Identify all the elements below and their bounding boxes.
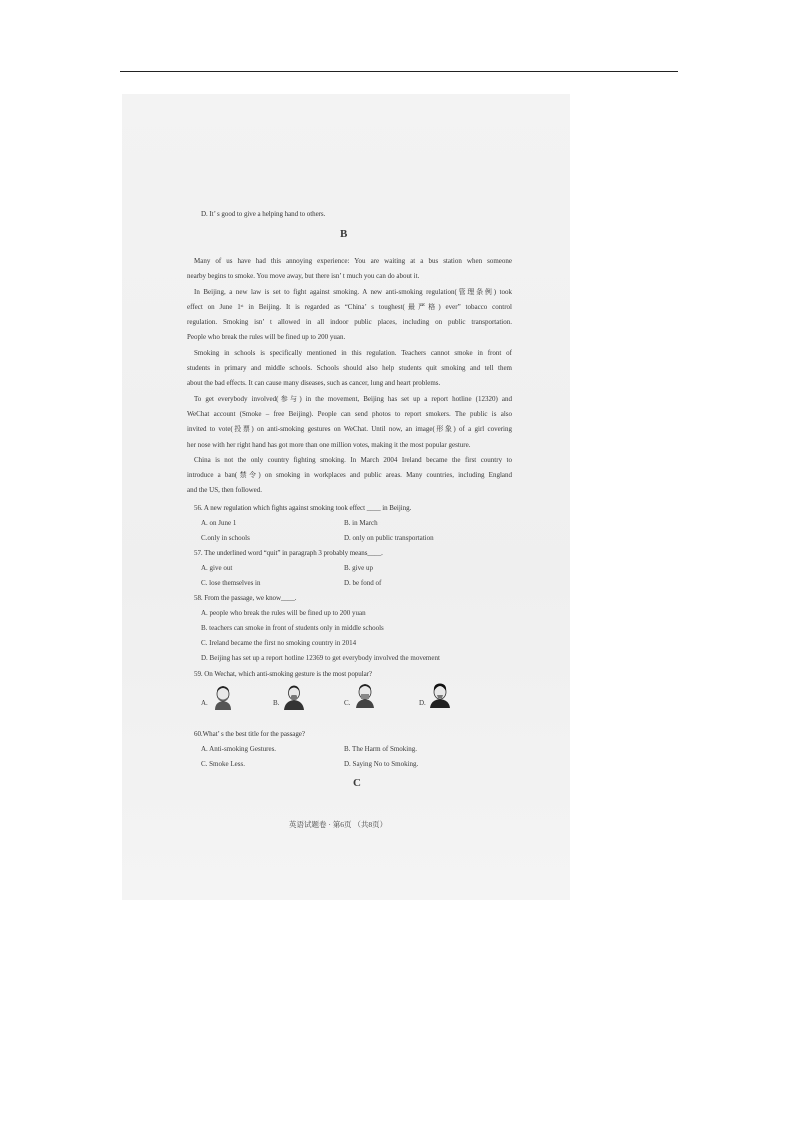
- q57-option-a: A. give out: [201, 564, 233, 572]
- q58-option-d: D. Beijing has set up a report hotline 12369 to get everybody involved the movement: [201, 654, 440, 662]
- passage-line: about the bad effects. It can cause many diseases, such as cancer, lung and heart problems.: [187, 379, 441, 388]
- gesture-image-b: [282, 684, 306, 710]
- passage-line: introduce a ban(禁令) on smoking in workplaces and public areas. Many countries, including England: [187, 471, 512, 480]
- q60-option-c: C. Smoke Less.: [201, 760, 245, 768]
- passage-line: In Beijing, a new law is set to fight against smoking. A new anti-smoking regulation(管理条例) took: [194, 287, 512, 296]
- q59-stem: 59. On Wechat, which anti-smoking gesture is the most popular?: [194, 670, 372, 678]
- passage-line: her nose with her right hand has got more than one million votes, making it the most popular gesture.: [187, 440, 471, 449]
- q58-option-a: A. people who break the rules will be fined up to 200 yuan: [201, 609, 366, 617]
- q56-option-c: C.only in schools: [201, 534, 250, 542]
- q59-option-b: B.: [273, 699, 280, 707]
- q57-option-b: B. give up: [344, 564, 373, 572]
- q56-option-a: A. on June 1: [201, 519, 237, 527]
- passage-line: WeChat account (Smoke – free Beijing). People can send photos to report smokers. The public is also: [187, 409, 512, 418]
- passage-line: invited to vote(投票) on anti-smoking gestures on WeChat. Until now, an image(形象) of a girl covering: [187, 425, 512, 434]
- gesture-image-c: [353, 682, 377, 708]
- q58-stem: 58. From the passage, we know____.: [194, 594, 297, 602]
- scanned-page: [122, 94, 570, 900]
- passage-line: effect on June 1ˢᵗ in Beijing. It is regarded as “China’ s toughest(最严格) ever” tobacco control: [187, 302, 512, 311]
- previous-question-option-d: D. It’ s good to give a helping hand to others.: [201, 210, 326, 218]
- q57-option-c: C. lose themselves in: [201, 579, 261, 587]
- gesture-image-a: [211, 684, 235, 710]
- passage-line: nearby begins to smoke. You move away, but there isn’ t much you can do about it.: [187, 272, 420, 281]
- gesture-image-d: [428, 682, 452, 708]
- q56-option-b: B. in March: [344, 519, 378, 527]
- passage-line: To get everybody involved(参与) in the movement, Beijing has set up a report hotline (12320) and: [194, 394, 512, 403]
- q58-option-c: C. Ireland became the first no smoking country in 2014: [201, 639, 357, 647]
- q56-stem: 56. A new regulation which fights against smoking took effect ____ in Beijing.: [194, 504, 412, 512]
- page-footer: 英语试题卷 · 第6页 （共8页）: [289, 820, 388, 829]
- passage-line: and the US, then followed.: [187, 486, 263, 495]
- q60-option-b: B. The Harm of Smoking.: [344, 745, 417, 753]
- passage-line: Smoking in schools is specifically mentioned in this regulation. Teachers cannot smoke in front of: [194, 348, 512, 357]
- passage-line: Many of us have had this annoying experience: You are waiting at a bus station when someone: [194, 257, 512, 265]
- passage-line: China is not the only country fighting smoking. In March 2004 Ireland became the first country to: [194, 455, 512, 464]
- q59-option-d: D.: [419, 699, 426, 707]
- passage-line: regulation. Smoking isn’ t allowed in all indoor public places, including on public transportation.: [187, 318, 512, 327]
- q59-option-c: C.: [344, 699, 351, 707]
- section-heading-b: B: [340, 228, 348, 240]
- q60-stem: 60.What’ s the best title for the passage?: [194, 730, 305, 738]
- section-heading-c: C: [353, 777, 361, 789]
- q56-option-d: D. only on public transportation: [344, 534, 434, 542]
- q60-option-d: D. Saying No to Smoking.: [344, 760, 419, 768]
- q59-option-a: A.: [201, 699, 208, 707]
- q60-option-a: A. Anti-smoking Gestures.: [201, 745, 277, 753]
- q58-option-b: B. teachers can smoke in front of students only in middle schools: [201, 624, 384, 632]
- passage-line: People who break the rules will be fined up to 200 yuan.: [187, 333, 346, 342]
- q57-option-d: D. be fond of: [344, 579, 382, 587]
- q57-stem: 57. The underlined word “quit” in paragraph 3 probably means____.: [194, 549, 383, 557]
- reading-passage: [187, 254, 512, 499]
- passage-line: students in primary and middle schools. Schools should also help students quit smoking and tell them: [187, 364, 512, 373]
- page-top-rule: [120, 71, 678, 72]
